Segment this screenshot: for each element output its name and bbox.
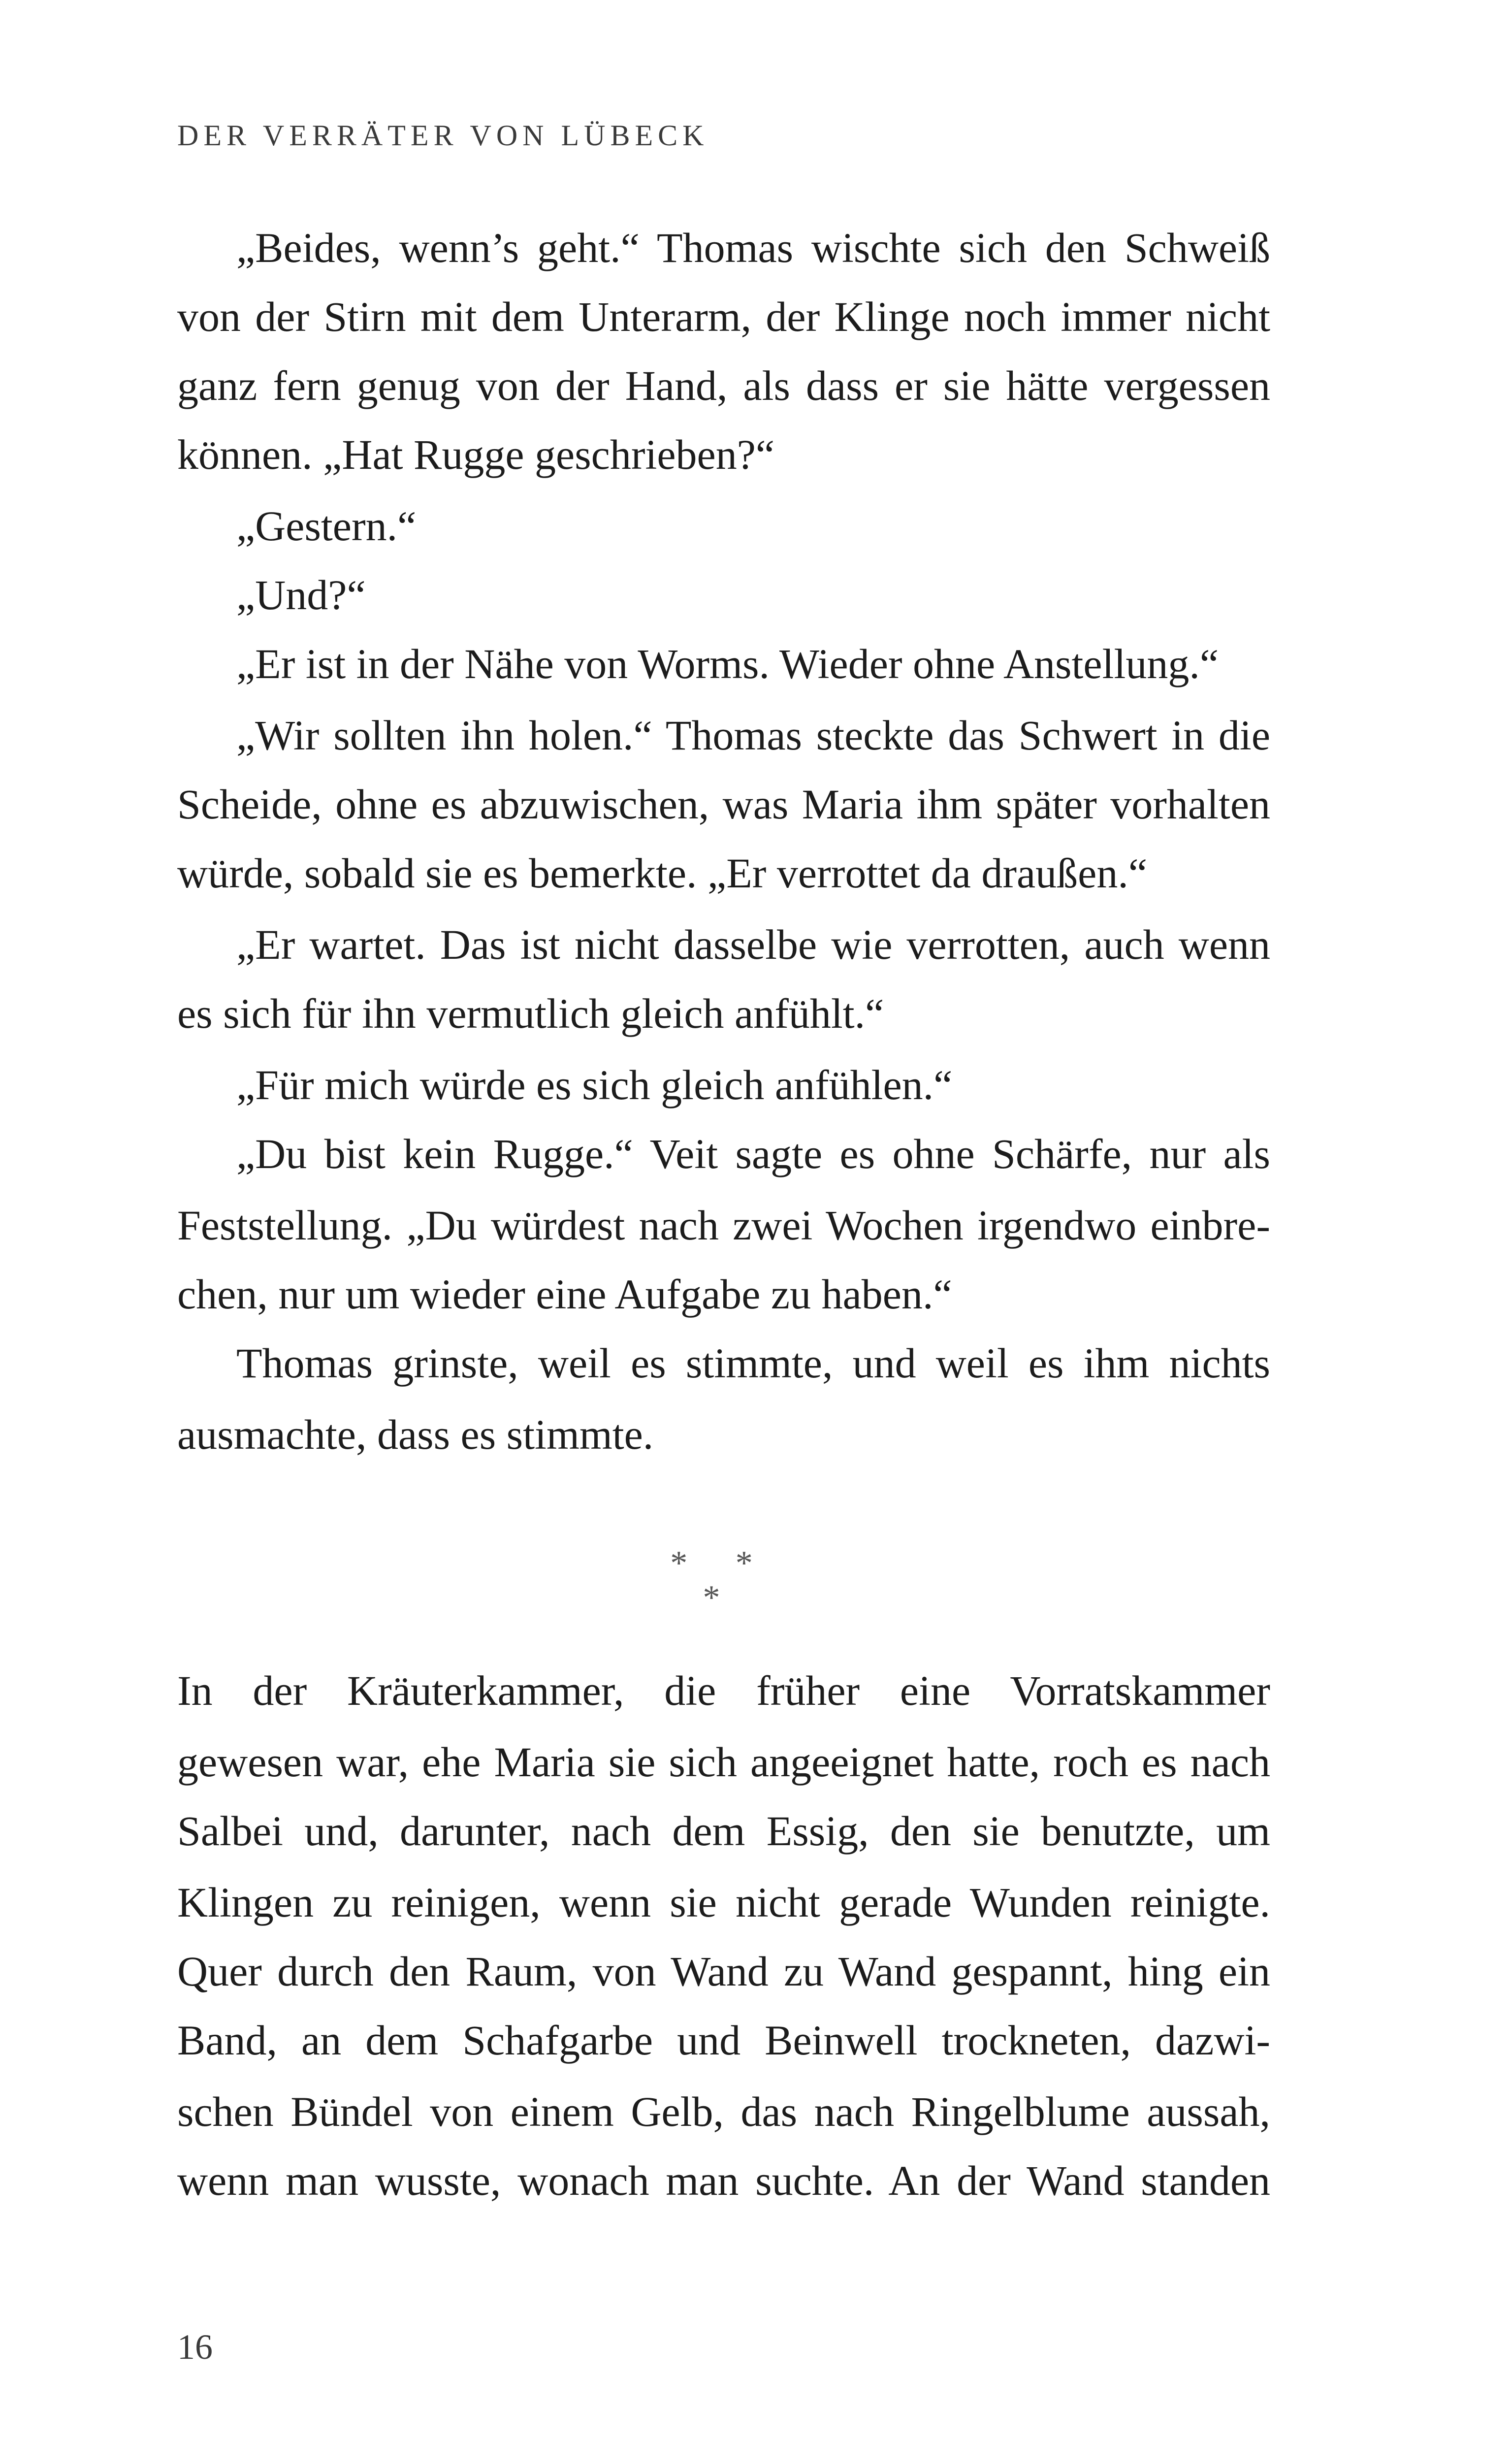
- text-line: ganz fern genug von der Hand, als dass er sie hätte vergessen: [177, 362, 1270, 409]
- text-line: „Gestern.“: [236, 502, 417, 550]
- text-line: schen Bündel von einem Gelb, das nach Ringelblume aussah,: [177, 2088, 1270, 2135]
- text-line: Scheide, ohne es abzuwischen, was Maria ihm später vorhalten: [177, 781, 1270, 828]
- text-line: gewesen war, ehe Maria sie sich angeeignet hatte, roch es nach: [177, 1738, 1270, 1786]
- text-line: Band, an dem Schafgarbe und Beinwell trockneten, dazwi-: [177, 2017, 1270, 2064]
- text-line: In der Kräuterkammer, die früher eine Vorratskammer: [177, 1667, 1270, 1714]
- text-line: „Er wartet. Das ist nicht dasselbe wie verrotten, auch wenn: [236, 921, 1270, 968]
- text-line: ausmachte, dass es stimmte.: [177, 1411, 654, 1458]
- text-line: Salbei und, darunter, nach dem Essig, den sie benutzte, um: [177, 1807, 1270, 1855]
- text-line: „Er ist in der Nähe von Worms. Wieder ohne Anstellung.“: [236, 640, 1219, 687]
- text-line: würde, sobald sie es bemerkte. „Er verrottet da draußen.“: [177, 849, 1148, 897]
- text-line: „Du bist kein Rugge.“ Veit sagte es ohne Schärfe, nur als: [236, 1130, 1270, 1177]
- page-number: 16: [177, 2327, 213, 2367]
- text-line: Klingen zu reinigen, wenn sie nicht gerade Wunden reinigte.: [177, 1879, 1270, 1926]
- text-line: wenn man wusste, wonach man suchte. An der Wand standen: [177, 2157, 1270, 2204]
- running-head: DER VERRÄTER VON LÜBECK: [177, 119, 709, 152]
- text-line: „Für mich würde es sich gleich anfühlen.“: [236, 1061, 953, 1108]
- text-line: Feststellung. „Du würdest nach zwei Wochen irgendwo einbre-: [177, 1202, 1270, 1249]
- text-line: Quer durch den Raum, von Wand zu Wand gespannt, hing ein: [177, 1948, 1270, 1995]
- scene-break-asterisks: * * *: [670, 1544, 772, 1617]
- text-line: chen, nur um wieder eine Aufgabe zu haben.“: [177, 1270, 952, 1318]
- text-line: von der Stirn mit dem Unterarm, der Klinge noch immer nicht: [177, 293, 1270, 340]
- text-line: es sich für ihn vermutlich gleich anfühlt.“: [177, 990, 884, 1037]
- text-line: Thomas grinste, weil es stimmte, und weil es ihm nichts: [236, 1339, 1270, 1387]
- text-line: können. „Hat Rugge geschrieben?“: [177, 431, 775, 478]
- text-line: „Beides, wenn’s geht.“ Thomas wischte sich den Schweiß: [236, 224, 1270, 271]
- text-line: „Und?“: [236, 571, 366, 619]
- text-line: „Wir sollten ihn holen.“ Thomas steckte das Schwert in die: [236, 712, 1270, 759]
